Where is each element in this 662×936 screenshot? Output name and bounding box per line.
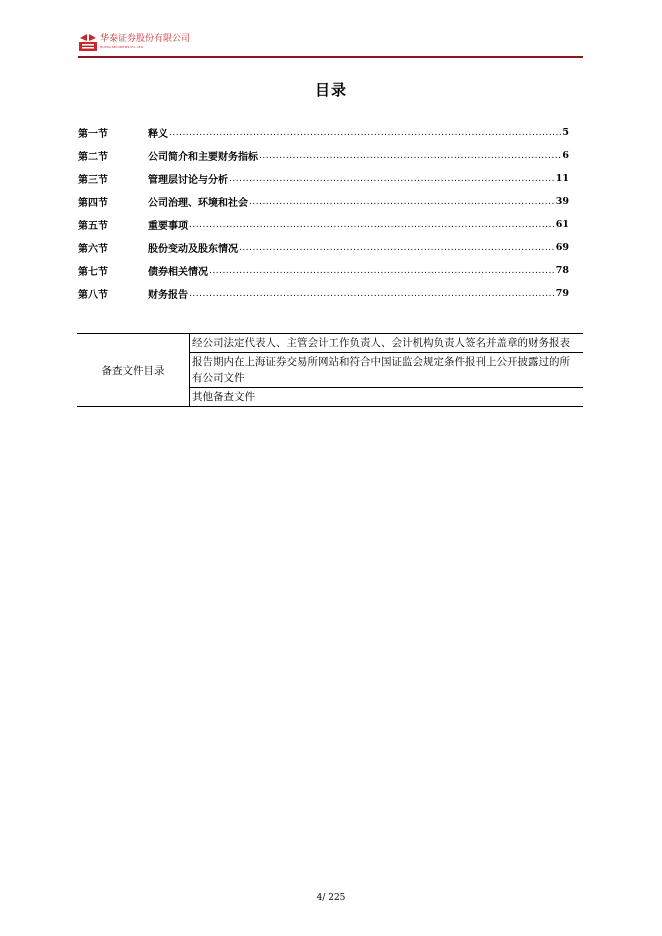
reference-document-item: 经公司法定代表人、主管会计工作负责人、会计机构负责人签名并盖章的财务报表 [190, 334, 584, 353]
table-of-contents [78, 121, 569, 305]
toc-page-number: 69 [555, 242, 569, 253]
toc-leader-dots [239, 243, 555, 253]
toc-leader-dots [249, 197, 555, 207]
toc-page-number: 11 [555, 173, 569, 184]
toc-page-number: 61 [555, 219, 569, 230]
toc-entry[interactable] [78, 282, 569, 305]
toc-entry[interactable] [78, 144, 569, 167]
toc-section-number: 第五节 [78, 221, 108, 232]
toc-section-number: 第七节 [78, 267, 108, 278]
toc-section-name: 债券相关情况 [148, 267, 208, 278]
page-header [78, 30, 583, 60]
toc-section-number: 第三节 [78, 175, 108, 186]
table-row [77, 334, 583, 353]
toc-page-number: 6 [562, 150, 569, 161]
toc-section-number: 第二节 [78, 152, 108, 163]
toc-page-number: 5 [562, 127, 569, 138]
toc-title: 目录 [314, 81, 347, 99]
toc-section-name: 重要事项 [148, 221, 188, 232]
toc-page-number: 79 [555, 288, 569, 299]
toc-section-name: 释义 [148, 129, 168, 140]
reference-document-item: 其他备查文件 [192, 391, 255, 403]
toc-entry[interactable] [78, 167, 569, 190]
toc-leader-dots [209, 266, 555, 276]
toc-section-name: 管理层讨论与分析 [148, 175, 228, 186]
toc-leader-dots [189, 220, 555, 230]
reference-document-item: 报告期内在上海证券交易所网站和符合中国证监会规定条件报刊上公开披露过的所有公司文件 [190, 353, 584, 388]
logo-emblem-icon [78, 32, 98, 52]
toc-section-number: 第四节 [78, 198, 108, 209]
header-divider [78, 56, 583, 58]
toc-section-name: 财务报告 [148, 290, 188, 301]
logo-english-name: HUATAI SECURITIES CO., LTD. [100, 45, 144, 49]
toc-section-number: 第八节 [78, 290, 108, 301]
toc-section-name: 股份变动及股东情况 [148, 244, 238, 255]
toc-entry[interactable] [78, 236, 569, 259]
toc-leader-dots [189, 289, 555, 299]
toc-section-number: 第一节 [78, 129, 108, 140]
toc-leader-dots [229, 174, 555, 184]
toc-entry[interactable] [78, 213, 569, 236]
reference-documents-table [77, 333, 583, 407]
toc-section-number: 第六节 [78, 244, 108, 255]
page-number: 4/ 225 [316, 893, 346, 903]
toc-entry[interactable] [78, 259, 569, 282]
toc-section-name: 公司治理、环境和社会 [148, 198, 248, 209]
company-logo [78, 32, 190, 52]
toc-leader-dots [259, 151, 561, 161]
toc-leader-dots [169, 128, 561, 138]
toc-page-number: 78 [555, 265, 569, 276]
toc-page-number: 39 [555, 196, 569, 207]
logo-chinese-name: 华泰证券股份有限公司 [100, 34, 191, 44]
toc-section-name: 公司简介和主要财务指标 [148, 152, 258, 163]
reference-documents-label: 备查文件目录 [77, 334, 190, 407]
toc-entry[interactable] [78, 121, 569, 144]
toc-entry[interactable] [78, 190, 569, 213]
